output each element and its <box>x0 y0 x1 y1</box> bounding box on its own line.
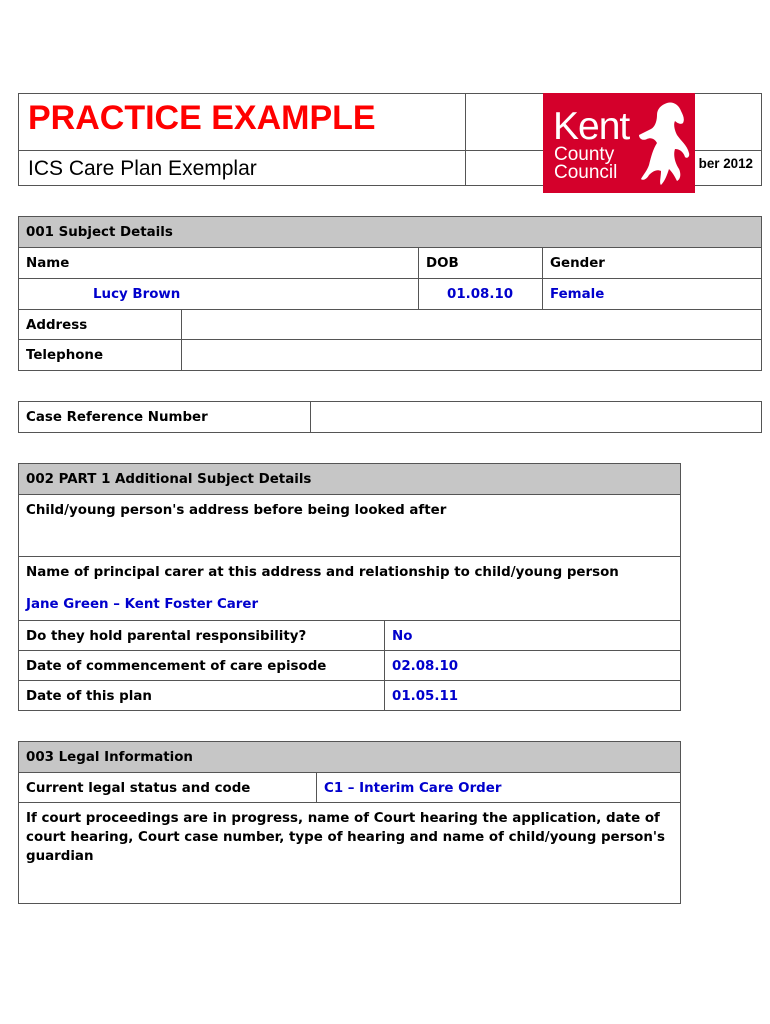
gender-label: Gender <box>543 248 762 279</box>
case-reference-field[interactable] <box>311 402 762 433</box>
address-before-label: Child/young person's address before being looked after <box>19 495 681 557</box>
legal-status-label: Current legal status and code <box>19 773 317 803</box>
principal-carer-value: Jane Green – Kent Foster Carer <box>26 597 259 612</box>
legal-information-table <box>18 741 681 904</box>
name-value: Lucy Brown <box>19 279 419 310</box>
additional-details-table <box>18 463 681 711</box>
address-field[interactable] <box>182 310 762 340</box>
telephone-field[interactable] <box>182 340 762 371</box>
kent-county-council-logo <box>543 93 695 193</box>
logo-council-text: Council <box>554 162 618 183</box>
logo-county-text: County <box>554 144 615 165</box>
name-label: Name <box>19 248 419 279</box>
dob-value: 01.08.10 <box>419 279 543 310</box>
case-reference-label: Case Reference Number <box>19 402 311 433</box>
gender-value: Female <box>543 279 762 310</box>
document-title: ICS Care Plan Exemplar <box>19 151 466 186</box>
care-commencement-label: Date of commencement of care episode <box>19 651 385 681</box>
parental-responsibility-value: No <box>385 621 681 651</box>
case-reference-table <box>18 401 762 433</box>
white-horse-icon <box>637 99 691 187</box>
plan-date-label: Date of this plan <box>19 681 385 711</box>
subject-details-table <box>18 216 762 371</box>
dob-label: DOB <box>419 248 543 279</box>
legal-status-value: C1 – Interim Care Order <box>317 773 681 803</box>
address-label: Address <box>19 310 182 340</box>
logo-kent-text: Kent <box>553 105 630 148</box>
parental-responsibility-label: Do they hold parental responsibility? <box>19 621 385 651</box>
plan-date-value: 01.05.11 <box>385 681 681 711</box>
header-date: ber 2012 <box>466 151 762 186</box>
practice-example-label: PRACTICE EXAMPLE <box>19 94 466 151</box>
section-001-heading: 001 Subject Details <box>19 217 762 248</box>
care-commencement-value: 02.08.10 <box>385 651 681 681</box>
principal-carer-label: Name of principal carer at this address and relationship to child/young person <box>26 565 619 580</box>
telephone-label: Telephone <box>19 340 182 371</box>
court-proceedings-label: If court proceedings are in progress, name of Court hearing the application, date of court hearing, Court case number, type of hearing and name of child/young person's guardian <box>19 803 681 904</box>
section-003-heading: 003 Legal Information <box>19 742 681 773</box>
section-002-heading: 002 PART 1 Additional Subject Details <box>19 464 681 495</box>
principal-carer-cell <box>19 557 681 621</box>
